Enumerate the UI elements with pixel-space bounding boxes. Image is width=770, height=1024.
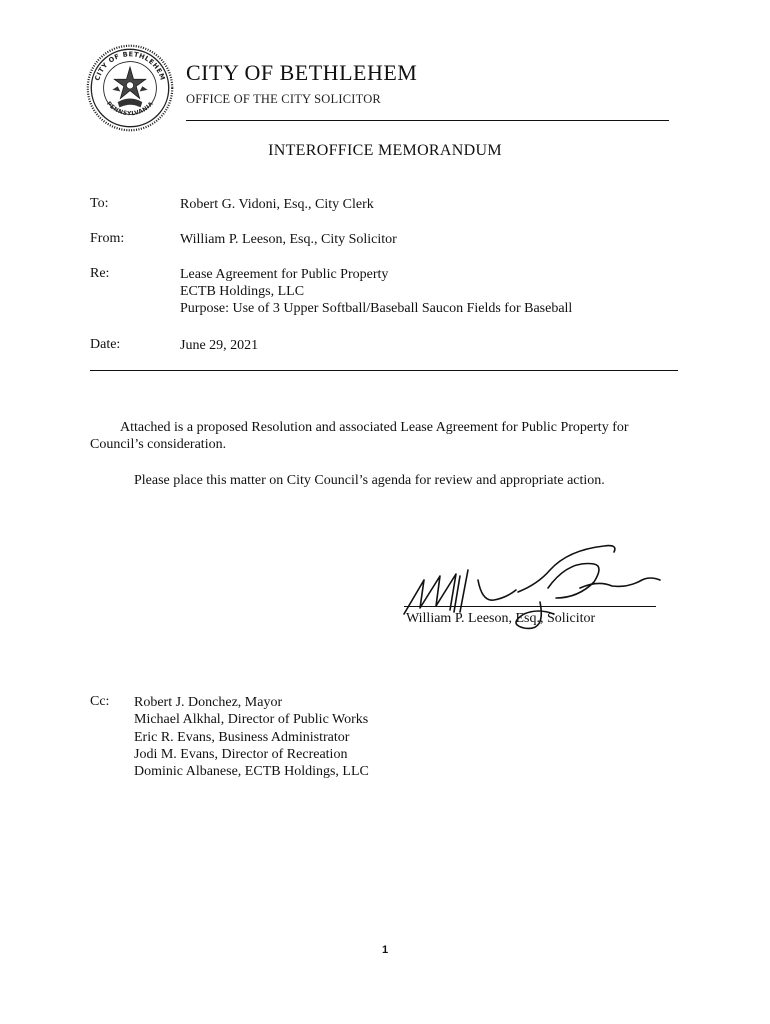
signature-line (404, 606, 656, 607)
city-name: CITY OF BETHLEHEM (186, 60, 418, 85)
cc-recipient: Eric R. Evans, Business Administrator (134, 729, 350, 745)
signer-name: William P. Leeson, Esq., Solicitor (406, 611, 596, 626)
re-line: Lease Agreement for Public Property (180, 267, 389, 282)
from-value: William P. Leeson, Esq., City Solicitor (180, 232, 397, 247)
cc-recipient: Robert J. Donchez, Mayor (134, 695, 283, 710)
page-number: 1 (381, 944, 389, 956)
to-value: Robert G. Vidoni, Esq., City Clerk (180, 197, 374, 212)
letterhead-divider (186, 120, 669, 121)
city-seal-icon (86, 44, 174, 132)
re-value (180, 266, 572, 317)
body-paragraph: Please place this matter on City Council’s agenda for review and appropriate action. (134, 473, 605, 488)
date-value: June 29, 2021 (180, 338, 259, 353)
cc-recipient: Dominic Albanese, ECTB Holdings, LLC (134, 764, 369, 780)
office-name: OFFICE OF THE CITY SOLICITOR (186, 92, 381, 106)
from-label: From: (90, 231, 125, 246)
re-label: Re: (90, 266, 110, 281)
date-label: Date: (90, 337, 121, 352)
cc-recipient-list (134, 694, 369, 780)
svg-text:PENNSYLVANIA: PENNSYLVANIA (105, 100, 155, 118)
svg-text:CITY OF BETHLEHEM: CITY OF BETHLEHEM (93, 50, 167, 82)
cc-recipient: Jodi M. Evans, Director of Recreation (134, 746, 348, 762)
re-line: ECTB Holdings, LLC (180, 284, 305, 299)
memo-title: INTEROFFICE MEMORANDUM (268, 142, 502, 159)
re-line: Purpose: Use of 3 Upper Softball/Baseball Saucon Fields for Baseball (180, 301, 573, 316)
to-label: To: (90, 196, 109, 211)
cc-recipient: Michael Alkhal, Director of Public Works (134, 712, 369, 728)
body-paragraph: Attached is a proposed Resolution and associated Lease Agreement for Public Property for Council’s consideration. (90, 420, 629, 452)
header-divider (90, 370, 678, 371)
cc-label: Cc: (90, 694, 110, 709)
